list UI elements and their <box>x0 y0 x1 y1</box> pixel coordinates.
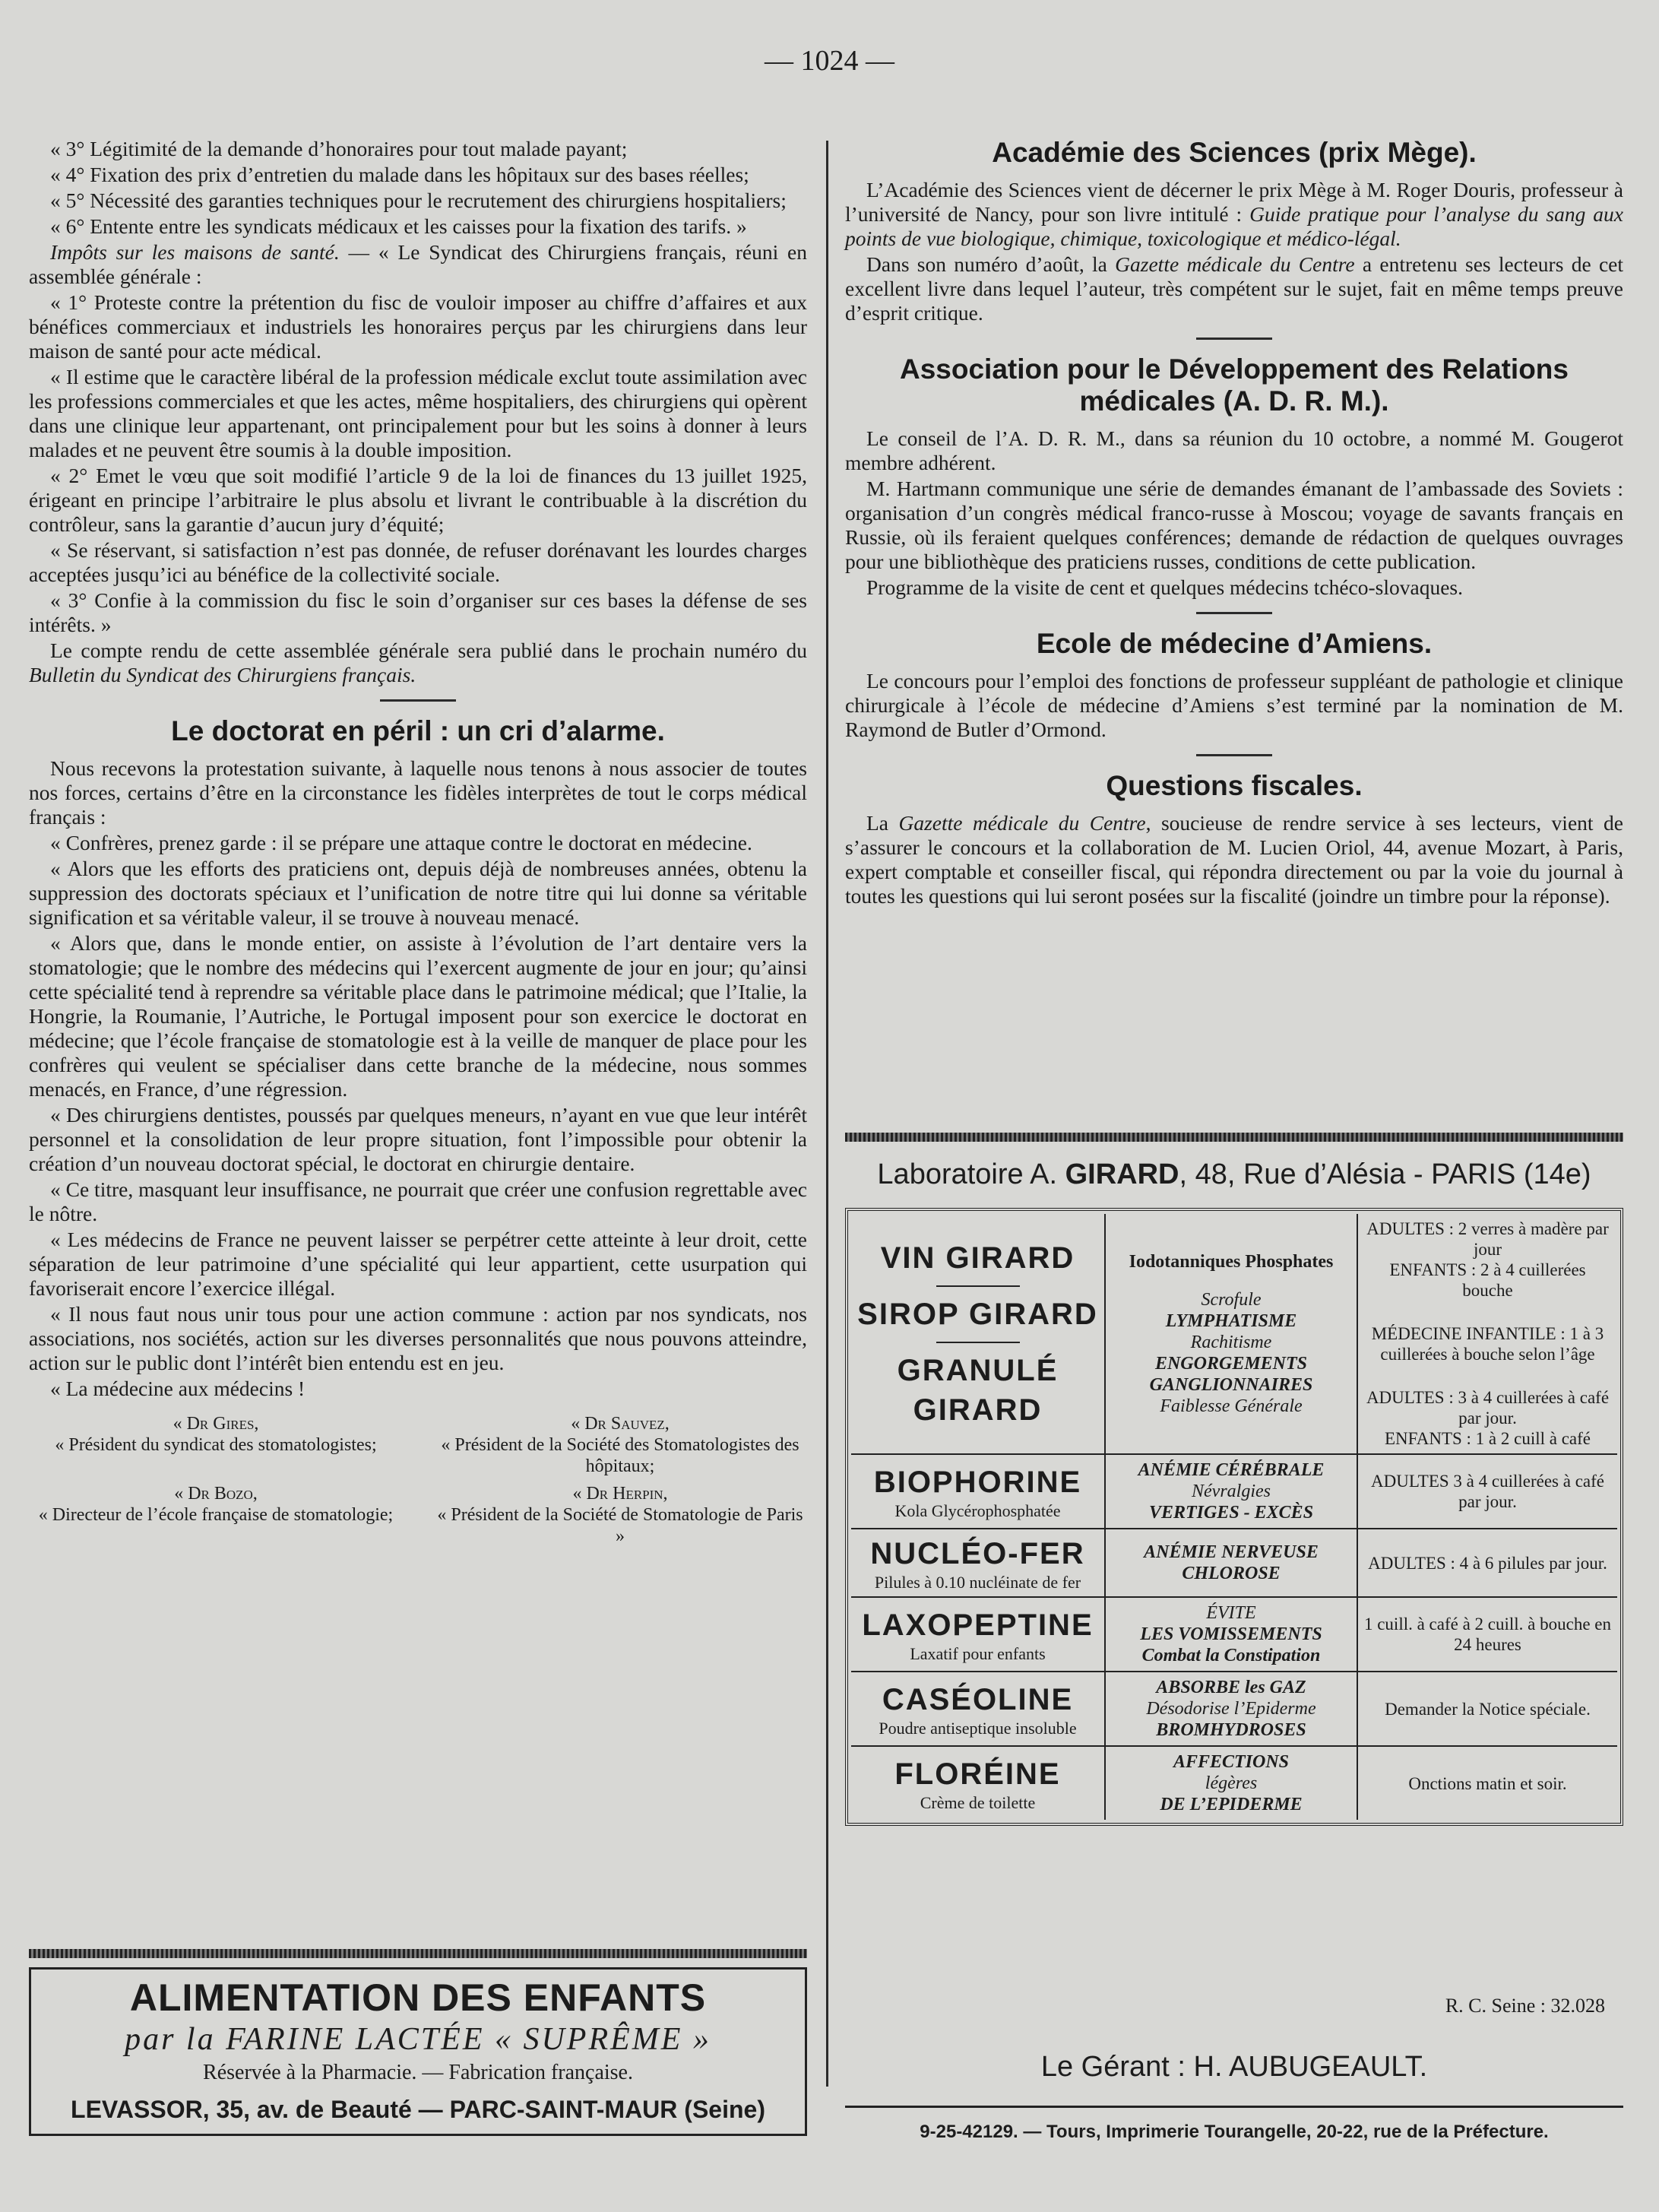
product-name: FLORÉINE <box>894 1757 1061 1791</box>
table-row <box>851 1672 1617 1747</box>
indication: DE L’EPIDERME <box>1160 1795 1303 1814</box>
indication: VERTIGES - EXCÈS <box>1148 1503 1314 1523</box>
signature-name: « Dr Gires, <box>173 1414 259 1434</box>
signature <box>433 1413 807 1477</box>
paragraph: « 3° Légitimité de la demande d’honoraires pour tout malade payant; <box>50 137 628 160</box>
product-name: LAXOPEPTINE <box>862 1608 1094 1642</box>
dosage-cell <box>1358 1455 1617 1528</box>
table-row <box>851 1214 1617 1455</box>
paragraph: Nous recevons la protestation suivante, à laquelle nous tenons à nous associer de toutes nos forces, certains d’être en la circonstance les fidèles interprètes de tout le corps médical français : <box>29 756 807 829</box>
dosage-cell <box>1358 1598 1617 1671</box>
product-cell <box>851 1747 1106 1820</box>
table-row <box>851 1529 1617 1598</box>
table-row <box>851 1598 1617 1672</box>
signatures <box>29 1413 807 1547</box>
advertisement-farine <box>29 1949 807 2136</box>
paragraph: « Les médecins de France ne peuvent laisser se perpétrer cette atteinte à leur droit, cette séparation de leur patrimoine d’une spécialité qui leur appartient, cette usurpation qui favoriserait encore l’exercice illégal. <box>29 1228 807 1300</box>
paragraph: « Se réservant, si satisfaction n’est pas donnée, de refuser dorénavant les lourdes charges acceptées jusqu’ici au bénéfice de la collectivité sociale. <box>29 538 807 586</box>
paragraph: « Ce titre, masquant leur insuffisance, ne pourrait que créer une confusion regrettable avec le nôtre. <box>29 1177 807 1225</box>
product-cell <box>851 1214 1106 1453</box>
indication: ENGORGEMENTS <box>1154 1353 1308 1374</box>
product-description: Kola Glycérophosphatée <box>894 1501 1061 1520</box>
paragraph: « Il nous faut nous unir tous pour une action commune : action par nos syndicats, nos associations, nos sociétés, action sur les diverses personnalités que nous pouvons atteindre, action sur le public dont l’intérêt bien entendu est en jeu. <box>29 1302 807 1374</box>
paragraph: « Alors que, dans le monde entier, on assiste à l’évolution de l’art dentaire vers la stomatologie; que le nombre des médecins qui l’exercent augmente de jour en jour; qu’ainsi cette spécialité tend à reprendre sa véritable place dans le patrimoine médical; que l’Italie, la Hongrie, la Roumanie, l’Autriche, le Portugal imposent pour son exercice le doctorat en médecine; que l’école française de stomatologie est à la veille de manquer de place pour les confrères qui veulent se spécialiser dans cette branche de la médecine, nous sommes menacés, en France, d’une régression. <box>29 931 807 1101</box>
paragraph-text: La <box>866 811 899 835</box>
dosage: 1 cuill. à café à 2 cuill. à bouche en 24 heures <box>1363 1615 1612 1654</box>
indication-cell <box>1106 1214 1358 1453</box>
dosage: ADULTES 3 à 4 cuillerées à café par jour. <box>1371 1472 1604 1511</box>
table-row <box>851 1455 1617 1529</box>
paragraph: « 6° Entente entre les syndicats médicaux et les caisses pour la fixation des tarifs. » <box>50 214 747 238</box>
indication: Névralgies <box>1192 1482 1271 1501</box>
lab-title-address: , 48, Rue d’Alésia - PARIS (14e) <box>1179 1158 1591 1190</box>
product-name: NUCLÉO-FER <box>870 1537 1085 1570</box>
dosage: Onctions matin et soir. <box>1408 1773 1567 1793</box>
paragraph: « Confrères, prenez garde : il se prépare une attaque contre le doctorat en médecine. <box>50 831 752 854</box>
product-cell <box>851 1672 1106 1745</box>
small-rule <box>936 1342 1020 1343</box>
column-divider <box>826 141 828 2087</box>
dosage: ENFANTS : 1 à 2 cuill à café <box>1384 1429 1591 1448</box>
product-name: BIOPHORINE <box>873 1466 1082 1499</box>
dosage-cell <box>1358 1214 1617 1453</box>
section-heading-fiscales: Questions fiscales. <box>1106 770 1363 801</box>
lab-title-name: GIRARD <box>1065 1158 1179 1190</box>
paragraph: « Alors que les efforts des praticiens ont, depuis déjà de nombreuses années, obtenu la suppression des doctorats spéciaux et l’unification de notre titre qui lui donne sa véritable signification et sa véritable valeur, il se trouve à nouveau menacé. <box>29 857 807 929</box>
book-title: Guide pratique pour l’analyse du sang aux points de vue biologique, chimique, toxicologique et médico-légal. <box>845 202 1624 250</box>
paragraph: Programme de la visite de cent et quelques médecins tchéco-slovaques. <box>866 575 1464 599</box>
page-number: — 1024 — <box>765 45 894 77</box>
paragraph <box>845 252 1623 325</box>
ad-subtitle: par la FARINE LACTÉE « SUPRÊME » <box>125 2022 711 2057</box>
gerant-line: Le Gérant : H. AUBUGEAULT. <box>1040 2051 1428 2083</box>
signature-role: « Président de la Société de Stomatologie de Paris » <box>437 1505 803 1546</box>
hatched-rule <box>29 1949 807 1958</box>
product-description: Laxatif pour enfants <box>910 1644 1046 1663</box>
section-heading-amiens: Ecole de médecine d’Amiens. <box>1036 628 1433 659</box>
indication: AFFECTIONS <box>1173 1752 1290 1772</box>
paragraph: « 3° Confie à la commission du fisc le soin d’organiser sur ces bases la défense de ses intérêts. » <box>29 588 807 636</box>
lab-title-prefix: Laboratoire A. <box>877 1158 1065 1190</box>
indication: légères <box>1205 1773 1258 1793</box>
hatched-rule <box>845 1133 1623 1142</box>
indication: GANGLIONNAIRES <box>1149 1374 1313 1395</box>
signature-name: « Dr Sauvez, <box>571 1414 670 1434</box>
product-description: Poudre antiseptique insoluble <box>879 1719 1077 1738</box>
paragraph-text: Le compte rendu de cette assemblée générale sera publié dans le prochain numéro du <box>50 639 807 662</box>
section-separator <box>1196 754 1272 756</box>
indication: Faiblesse Générale <box>1160 1396 1303 1416</box>
signature-role: « Président du syndicat des stomatologistes; <box>55 1435 377 1455</box>
paragraph: « La médecine aux médecins ! <box>50 1377 306 1400</box>
dosage: ADULTES : 2 verres à madère par jour <box>1366 1219 1609 1259</box>
paragraph: Le conseil de l’A. D. R. M., dans sa réunion du 10 octobre, a nommé M. Gougerot membre adhérent. <box>845 426 1623 474</box>
indication: ABSORBE les GAZ <box>1156 1678 1306 1697</box>
product-name: VIN GIRARD <box>880 1241 1075 1275</box>
paragraph-text: Dans son numéro d’août, la <box>866 252 1116 276</box>
ad-title: ALIMENTATION DES ENFANTS <box>129 1976 707 2019</box>
products-table <box>845 1208 1623 1826</box>
paragraph: « Des chirurgiens dentistes, poussés par quelques meneurs, n’ayant en vue que leur intérêt personnel et la consolidation de leur propre situation, font l’impossible pour obtenir la création d’un nouveau doctorat spécial, le doctorat en chirurgie dentaire. <box>29 1103 807 1175</box>
paragraph: « 1° Proteste contre la prétention du fisc de vouloir imposer au chiffre d’affaires et aux bénéfices commerciaux et industriels les honoraires perçus par les chirurgiens dans leur maison de santé pour acte médical. <box>29 290 807 363</box>
indication: LYMPHATISME <box>1165 1310 1297 1331</box>
product-name: SIROP GIRARD <box>857 1297 1098 1331</box>
ad-box <box>29 1967 807 2136</box>
paragraph: « 4° Fixation des prix d’entretien du malade dans les hôpitaux sur des bases réelles; <box>50 163 749 186</box>
paragraph <box>845 178 1623 251</box>
paragraph <box>845 811 1623 908</box>
indication: BROMHYDROSES <box>1156 1720 1306 1740</box>
advertisement-girard <box>845 1133 1623 1826</box>
paragraph-text: a entretenu ses lecteurs de cet excellent livre dans lequel l’auteur, très compétent sur le sujet, fait en même temps preuve d’esprit critique. <box>845 252 1624 325</box>
indication: Désodorise l’Epiderme <box>1146 1699 1316 1719</box>
paragraph <box>29 639 807 687</box>
section-separator <box>380 699 456 702</box>
indication-cell <box>1106 1598 1358 1671</box>
ad-address: LEVASSOR, 35, av. de Beauté — PARC-SAINT-MAUR (Seine) <box>71 2096 765 2123</box>
section-heading-doctorat: Le doctorat en péril : un cri d’alarme. <box>171 715 665 746</box>
paragraph: « 5° Nécessité des garanties techniques pour le recrutement des chirurgiens hospitaliers; <box>50 189 787 212</box>
small-rule <box>936 1285 1020 1287</box>
paragraph-text: — « Le Syndicat des Chirurgiens français, réuni en assemblée générale : <box>29 240 807 288</box>
right-column <box>845 137 1623 910</box>
signature-name: « Dr Bozo, <box>174 1484 258 1504</box>
product-name: GRANULÉ GIRARD <box>897 1353 1059 1427</box>
indication-cell <box>1106 1529 1358 1596</box>
signature-role: « Directeur de l’école française de stomatologie; <box>38 1505 394 1525</box>
dosage: ADULTES : 3 à 4 cuillerées à café par jour. <box>1366 1388 1610 1428</box>
paragraph-text: L’Académie des Sciences vient de décerner le prix Mège à M. Roger Douris, professeur à l’université de Nancy, pour son livre intitulé : <box>845 178 1623 226</box>
indication-heading: Iodotanniques Phosphates <box>1129 1251 1334 1272</box>
signature-role: « Président de la Société des Stomatologistes des hôpitaux; <box>441 1435 799 1476</box>
section-separator <box>1196 612 1272 614</box>
dosage-cell <box>1358 1672 1617 1745</box>
inline-title: Impôts sur les maisons de santé. <box>50 240 340 264</box>
dosage: ENFANTS : 2 à 4 cuillerées bouche <box>1389 1260 1586 1300</box>
dosage: MÉDECINE INFANTILE : 1 à 3 cuillerées à bouche selon l’âge <box>1371 1324 1604 1364</box>
dosage-cell <box>1358 1529 1617 1596</box>
indication-cell <box>1106 1747 1358 1820</box>
journal-title: Gazette médicale du Centre <box>1115 252 1355 276</box>
indication-cell <box>1106 1455 1358 1528</box>
product-cell <box>851 1455 1106 1528</box>
product-name: CASÉOLINE <box>882 1683 1074 1716</box>
ad-line: Réservée à la Pharmacie. — Fabrication française. <box>203 2061 633 2084</box>
indication: Scrofule <box>1201 1289 1262 1310</box>
paragraph-text: , soucieuse de rendre service à ses lecteurs, vient de s’assurer le concours et la collaboration de M. Lucien Oriol, 44, avenue Mozart, à Paris, expert comptable et conseiller fiscal, qui répondra directement ou par la voie du journal à toutes les questions qui lui seront posées sur la fiscalité (joindre un timbre pour la réponse). <box>845 811 1623 908</box>
indication: CHLOROSE <box>1182 1564 1281 1583</box>
signature <box>29 1483 403 1547</box>
bulletin-title: Bulletin du Syndicat des Chirurgiens français. <box>29 663 416 686</box>
signature <box>29 1413 403 1477</box>
paragraph: « 2° Emet le vœu que soit modifié l’article 9 de la loi de finances du 13 juillet 1925, érigeant en principe l’arbitraire le plus absolu et livrant le contribuable à la discrétion du contrôleur, sans la garantie d’aucun jury d’équité; <box>29 464 807 536</box>
left-column <box>29 137 807 1554</box>
product-cell <box>851 1598 1106 1671</box>
lab-title <box>845 1158 1623 1191</box>
printer-line: 9-25-42129. — Tours, Imprimerie Tourangelle, 20-22, rue de la Préfecture. <box>845 2106 1623 2143</box>
journal-title: Gazette médicale du Centre <box>898 811 1146 835</box>
paragraph: M. Hartmann communique une série de demandes émanant de l’ambassade des Soviets : organisation d’un congrès médical franco-russe à Moscou; voyage de savants français en Russie, où ils feraient quelques conférences; demande de rédaction de quelques ouvrages pour une bibliothèque des praticiens russes, conditions de cette publication. <box>845 477 1623 573</box>
dosage-cell <box>1358 1747 1617 1820</box>
product-description: Pilules à 0.10 nucléinate de fer <box>874 1573 1081 1592</box>
indication: LES VOMISSEMENTS <box>1140 1624 1322 1644</box>
indication-cell <box>1106 1672 1358 1745</box>
product-cell <box>851 1529 1106 1596</box>
paragraph: « Il estime que le caractère libéral de la profession médicale exclut toute assimilation avec les professions commerciales et que les actes, même hospitaliers, des chirurgiens qui opèrent dans une clinique leur appartenant, ont principalement pour but les soins à donner à leurs malades et ne peuvent être soumis à la double imposition. <box>29 365 807 461</box>
indication: ANÉMIE NERVEUSE <box>1144 1542 1319 1562</box>
indication: ANÉMIE CÉRÉBRALE <box>1138 1460 1325 1480</box>
signature-name: « Dr Herpin, <box>572 1484 668 1504</box>
registry-number: R. C. Seine : 32.028 <box>1445 1995 1605 2017</box>
signature <box>433 1483 807 1547</box>
indication: Rachitisme <box>1190 1332 1272 1352</box>
section-separator <box>1196 338 1272 340</box>
section-heading-adrm: Association pour le Développement des Relations médicales (A. D. R. M.). <box>900 353 1569 417</box>
dosage: Demander la Notice spéciale. <box>1385 1699 1591 1719</box>
paragraph: Le concours pour l’emploi des fonctions de professeur suppléant de pathologie et clinique chirurgicale à l’école de médecine d’Amiens s’est terminé par la nomination de M. Raymond de Butler d’Ormond. <box>845 669 1623 741</box>
paragraph <box>29 240 807 289</box>
indication: ÉVITE <box>1206 1603 1256 1623</box>
dosage: ADULTES : 4 à 6 pilules par jour. <box>1368 1553 1607 1573</box>
product-description: Crème de toilette <box>920 1793 1036 1812</box>
indication: Combat la Constipation <box>1141 1646 1321 1665</box>
section-heading-academie: Académie des Sciences (prix Mège). <box>992 137 1477 168</box>
table-row <box>851 1747 1617 1820</box>
